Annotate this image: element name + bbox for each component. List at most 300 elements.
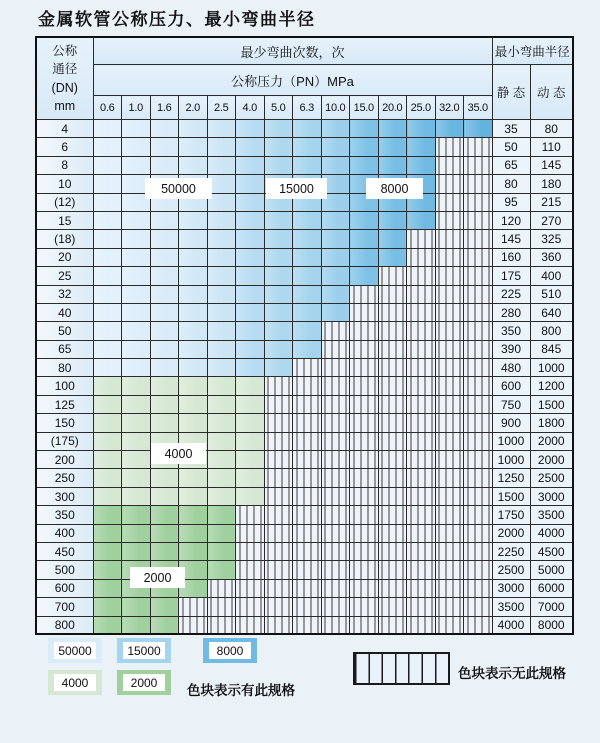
no-spec-cell (407, 414, 436, 432)
spec-cell (179, 359, 208, 377)
static-radius-value: 600 (492, 377, 530, 395)
table-header (36, 37, 573, 120)
spec-cell (122, 359, 151, 377)
no-spec-cell (350, 561, 379, 579)
spec-cell (93, 175, 122, 193)
static-radius-value: 145 (492, 230, 530, 248)
no-spec-cell (293, 414, 322, 432)
dn-label: 50 (36, 322, 93, 340)
no-spec-cell (378, 303, 407, 321)
dn-row-500 (36, 561, 573, 579)
no-spec-cell (407, 285, 436, 303)
spec-cell (264, 120, 293, 138)
no-spec-cell (407, 359, 436, 377)
no-spec-cell (407, 451, 436, 469)
no-spec-cell (321, 395, 350, 413)
pressure-col-4.0: 4.0 (236, 96, 265, 120)
spec-cell (236, 395, 265, 413)
static-radius-value: 1500 (492, 487, 530, 505)
spec-cell (179, 542, 208, 560)
no-spec-cell (464, 598, 493, 616)
spec-cell (179, 506, 208, 524)
spec-cell (179, 285, 208, 303)
dn-row-125 (36, 395, 573, 413)
spec-cell (150, 211, 179, 229)
spec-cell (179, 138, 208, 156)
dn-row-15 (36, 211, 573, 229)
no-spec-cell (464, 451, 493, 469)
spec-cell (293, 285, 322, 303)
static-radius-value: 2500 (492, 561, 530, 579)
dynamic-header: 动 态 (530, 65, 573, 120)
no-spec-cell (435, 138, 464, 156)
dn-row-700 (36, 598, 573, 616)
spec-cell (150, 616, 179, 634)
dynamic-radius-value: 8000 (530, 616, 573, 634)
spec-cell (179, 303, 208, 321)
no-spec-cell (407, 487, 436, 505)
spec-cell (264, 340, 293, 358)
no-spec-cell (378, 487, 407, 505)
spec-cell (122, 414, 151, 432)
no-spec-cell (321, 377, 350, 395)
spec-cell (236, 267, 265, 285)
dn-label: 100 (36, 377, 93, 395)
no-spec-cell (435, 285, 464, 303)
spec-cell (150, 377, 179, 395)
dn-row-(175) (36, 432, 573, 450)
dynamic-radius-value: 145 (530, 156, 573, 174)
no-spec-cell (435, 561, 464, 579)
spec-cell (93, 598, 122, 616)
static-radius-value: 2250 (492, 542, 530, 560)
pressure-col-2.5: 2.5 (207, 96, 236, 120)
dynamic-radius-value: 1200 (530, 377, 573, 395)
no-spec-cell (321, 359, 350, 377)
dn-label: 25 (36, 267, 93, 285)
spec-cell (150, 138, 179, 156)
spec-cell (93, 542, 122, 560)
static-radius-value: 35 (492, 120, 530, 138)
no-spec-cell (321, 561, 350, 579)
dn-label: 450 (36, 542, 93, 560)
legend-no-spec-text: 色块表示无此规格 (458, 666, 566, 681)
spec-cell (207, 340, 236, 358)
spec-cell (264, 211, 293, 229)
spec-cell (150, 230, 179, 248)
no-spec-cell (264, 506, 293, 524)
no-spec-cell (350, 395, 379, 413)
no-spec-cell (435, 487, 464, 505)
legend-swatch-8000 (203, 638, 257, 663)
spec-cell (93, 561, 122, 579)
spec-cell (93, 432, 122, 450)
spec-cell (407, 211, 436, 229)
spec-cell (122, 616, 151, 634)
zone-label-8000: 8000 (366, 178, 423, 199)
legend-swatch-label: 8000 (209, 642, 251, 659)
spec-cell (150, 285, 179, 303)
no-spec-cell (321, 487, 350, 505)
static-radius-value: 480 (492, 359, 530, 377)
dynamic-radius-value: 180 (530, 175, 573, 193)
spec-cell (293, 303, 322, 321)
no-spec-cell (464, 616, 493, 634)
spec-cell (207, 230, 236, 248)
no-spec-cell (321, 451, 350, 469)
no-spec-cell (464, 561, 493, 579)
spec-cell (435, 120, 464, 138)
static-radius-value: 95 (492, 193, 530, 211)
spec-cell (378, 120, 407, 138)
spec-cell (236, 432, 265, 450)
spec-cell (150, 524, 179, 542)
no-spec-cell (435, 469, 464, 487)
dn-label: 700 (36, 598, 93, 616)
spec-cell (179, 267, 208, 285)
no-spec-cell (350, 414, 379, 432)
no-spec-cell (378, 469, 407, 487)
spec-cell (122, 156, 151, 174)
spec-cell (207, 414, 236, 432)
spec-cell (93, 267, 122, 285)
no-spec-cell (435, 524, 464, 542)
spec-cell (236, 359, 265, 377)
dn-label: 10 (36, 175, 93, 193)
dn-row-(18) (36, 230, 573, 248)
no-spec-cell (350, 359, 379, 377)
static-radius-value: 65 (492, 156, 530, 174)
no-spec-cell (378, 267, 407, 285)
spec-cell (93, 322, 122, 340)
no-spec-cell (264, 469, 293, 487)
no-spec-cell (264, 561, 293, 579)
legend-swatch-2000 (117, 670, 171, 695)
no-spec-cell (407, 616, 436, 634)
no-spec-cell (464, 414, 493, 432)
zone-label-50000: 50000 (145, 178, 212, 199)
no-spec-cell (293, 377, 322, 395)
no-spec-cell (264, 524, 293, 542)
no-spec-cell (464, 377, 493, 395)
legend-swatch-4000 (48, 670, 102, 695)
no-spec-cell (378, 359, 407, 377)
no-spec-cell (435, 542, 464, 560)
spec-cell (150, 598, 179, 616)
no-spec-cell (264, 579, 293, 597)
spec-cell (93, 524, 122, 542)
spec-cell (236, 322, 265, 340)
spec-cell (236, 138, 265, 156)
dynamic-radius-value: 4500 (530, 542, 573, 560)
spec-cell (207, 138, 236, 156)
spec-cell (264, 230, 293, 248)
spec-cell (207, 542, 236, 560)
spec-cell (122, 322, 151, 340)
no-spec-cell (378, 322, 407, 340)
spec-cell (321, 285, 350, 303)
spec-cell (264, 359, 293, 377)
spec-cell (93, 248, 122, 266)
spec-cell (264, 248, 293, 266)
dn-row-32 (36, 285, 573, 303)
radius-header: 最小弯曲半径 (492, 37, 573, 65)
spec-cell (321, 120, 350, 138)
spec-cell (236, 469, 265, 487)
dynamic-radius-value: 6000 (530, 579, 573, 597)
spec-cell (93, 451, 122, 469)
spec-cell (293, 156, 322, 174)
spec-cell (350, 156, 379, 174)
dn-header-line: mm (54, 98, 76, 113)
spec-cell (321, 267, 350, 285)
static-radius-value: 1250 (492, 469, 530, 487)
no-spec-cell (350, 285, 379, 303)
spec-cell (150, 248, 179, 266)
dynamic-radius-value: 2000 (530, 432, 573, 450)
spec-cell (122, 432, 151, 450)
spec-cell (122, 303, 151, 321)
no-spec-cell (464, 303, 493, 321)
spec-cell (93, 138, 122, 156)
no-spec-cell (207, 616, 236, 634)
static-radius-value: 750 (492, 395, 530, 413)
spec-cell (350, 138, 379, 156)
spec-cell (150, 322, 179, 340)
spec-cell (150, 359, 179, 377)
spec-cell (207, 377, 236, 395)
no-spec-cell (464, 340, 493, 358)
dn-label: 250 (36, 469, 93, 487)
spec-cell (122, 120, 151, 138)
spec-cell (378, 156, 407, 174)
spec-cell (93, 377, 122, 395)
no-spec-cell (350, 377, 379, 395)
spec-cell (122, 340, 151, 358)
dn-header-cell (36, 37, 93, 120)
spec-cell (93, 359, 122, 377)
spec-cell (236, 303, 265, 321)
spec-cell (122, 285, 151, 303)
no-spec-cell (464, 432, 493, 450)
spec-cell (122, 248, 151, 266)
no-spec-cell (350, 432, 379, 450)
dn-label: 20 (36, 248, 93, 266)
dn-label: 40 (36, 303, 93, 321)
no-spec-cell (321, 598, 350, 616)
no-spec-cell (264, 616, 293, 634)
no-spec-cell (435, 230, 464, 248)
spec-cell (207, 248, 236, 266)
spec-cell (93, 414, 122, 432)
spec-cell (93, 395, 122, 413)
dn-row-4 (36, 120, 573, 138)
spec-cell (321, 248, 350, 266)
spec-cell (179, 524, 208, 542)
no-spec-cell (264, 451, 293, 469)
static-radius-value: 3500 (492, 598, 530, 616)
no-spec-cell (435, 340, 464, 358)
spec-cell (93, 193, 122, 211)
no-spec-cell (350, 579, 379, 597)
spec-cell (93, 579, 122, 597)
no-spec-cell (407, 340, 436, 358)
no-spec-cell (435, 193, 464, 211)
static-radius-value: 1750 (492, 506, 530, 524)
no-spec-cell (293, 579, 322, 597)
zone-label-2000: 2000 (130, 567, 185, 588)
no-spec-cell (407, 322, 436, 340)
dynamic-radius-value: 215 (530, 193, 573, 211)
static-radius-value: 1000 (492, 432, 530, 450)
spec-cell (350, 120, 379, 138)
dn-row-350 (36, 506, 573, 524)
dynamic-radius-value: 2000 (530, 451, 573, 469)
dynamic-radius-value: 400 (530, 267, 573, 285)
zone-label-4000: 4000 (151, 443, 206, 464)
no-spec-cell (407, 579, 436, 597)
dn-label: 200 (36, 451, 93, 469)
spec-cell (207, 432, 236, 450)
no-spec-cell (407, 395, 436, 413)
spec-cell (207, 395, 236, 413)
no-spec-cell (435, 359, 464, 377)
spec-cell (207, 322, 236, 340)
no-spec-cell (407, 561, 436, 579)
dynamic-radius-value: 2500 (530, 469, 573, 487)
spec-cell (350, 230, 379, 248)
no-spec-cell (407, 469, 436, 487)
no-spec-cell (179, 598, 208, 616)
no-spec-cell (464, 193, 493, 211)
no-spec-cell (464, 248, 493, 266)
no-spec-cell (350, 322, 379, 340)
spec-cell (150, 506, 179, 524)
pressure-col-0.6: 0.6 (93, 96, 122, 120)
static-radius-value: 120 (492, 211, 530, 229)
spec-cell (150, 469, 179, 487)
static-radius-value: 280 (492, 303, 530, 321)
spec-cell (293, 267, 322, 285)
spec-cell (236, 377, 265, 395)
dn-label: 65 (36, 340, 93, 358)
dn-label: 300 (36, 487, 93, 505)
spec-cell (150, 340, 179, 358)
pressure-col-35.0: 35.0 (464, 96, 493, 120)
spec-cell (179, 487, 208, 505)
spec-cell (93, 120, 122, 138)
spec-cell (264, 156, 293, 174)
spec-cell (207, 359, 236, 377)
static-radius-value: 350 (492, 322, 530, 340)
dn-label: (175) (36, 432, 93, 450)
no-spec-cell (350, 616, 379, 634)
spec-cell (150, 120, 179, 138)
no-spec-cell (378, 579, 407, 597)
no-spec-cell (378, 395, 407, 413)
no-spec-cell (321, 414, 350, 432)
spec-cell (179, 156, 208, 174)
no-spec-cell (378, 451, 407, 469)
spec-cell (150, 156, 179, 174)
spec-cell (293, 211, 322, 229)
dynamic-radius-value: 270 (530, 211, 573, 229)
dn-row-80 (36, 359, 573, 377)
static-radius-value: 900 (492, 414, 530, 432)
no-spec-cell (236, 579, 265, 597)
no-spec-cell (378, 506, 407, 524)
page-title: 金属软管公称压力、最小弯曲半径 (38, 10, 316, 30)
spec-cell (122, 230, 151, 248)
no-spec-cell (464, 579, 493, 597)
no-spec-cell (435, 451, 464, 469)
legend-swatch-label: 4000 (54, 674, 96, 691)
spec-cell (150, 267, 179, 285)
no-spec-cell (435, 175, 464, 193)
static-radius-value: 4000 (492, 616, 530, 634)
dynamic-radius-value: 800 (530, 322, 573, 340)
spec-cell (122, 267, 151, 285)
spec-cell (321, 156, 350, 174)
no-spec-cell (236, 524, 265, 542)
no-spec-cell (464, 469, 493, 487)
no-spec-cell (407, 230, 436, 248)
no-spec-cell (264, 542, 293, 560)
no-spec-cell (293, 616, 322, 634)
spec-cell (150, 303, 179, 321)
spec-cell (207, 506, 236, 524)
legend-swatch-label: 50000 (54, 642, 96, 659)
spec-cell (207, 267, 236, 285)
no-spec-cell (407, 267, 436, 285)
spec-cell (350, 248, 379, 266)
dynamic-radius-value: 4000 (530, 524, 573, 542)
no-spec-cell (464, 285, 493, 303)
pressure-col-10.0: 10.0 (321, 96, 350, 120)
spec-cell (93, 487, 122, 505)
pressure-col-20.0: 20.0 (378, 96, 407, 120)
no-spec-cell (464, 211, 493, 229)
spec-cell (378, 211, 407, 229)
dynamic-radius-value: 640 (530, 303, 573, 321)
no-spec-cell (435, 506, 464, 524)
pressure-col-6.3: 6.3 (293, 96, 322, 120)
dn-row-150 (36, 414, 573, 432)
dynamic-radius-value: 110 (530, 138, 573, 156)
spec-cell (293, 230, 322, 248)
spec-cell (321, 303, 350, 321)
dynamic-radius-value: 325 (530, 230, 573, 248)
spec-cell (236, 248, 265, 266)
spec-cell (93, 506, 122, 524)
no-spec-cell (236, 616, 265, 634)
spec-cell (179, 414, 208, 432)
static-radius-value: 225 (492, 285, 530, 303)
no-spec-cell (321, 432, 350, 450)
no-spec-cell (293, 395, 322, 413)
spec-cell (122, 487, 151, 505)
spec-cell (293, 138, 322, 156)
dn-row-100 (36, 377, 573, 395)
no-spec-cell (321, 506, 350, 524)
dn-row-200 (36, 451, 573, 469)
spec-cell (150, 395, 179, 413)
dn-header-line: (DN) (51, 80, 78, 95)
spec-cell (293, 322, 322, 340)
spec-cell (179, 230, 208, 248)
no-spec-cell (407, 377, 436, 395)
spec-cell (207, 487, 236, 505)
